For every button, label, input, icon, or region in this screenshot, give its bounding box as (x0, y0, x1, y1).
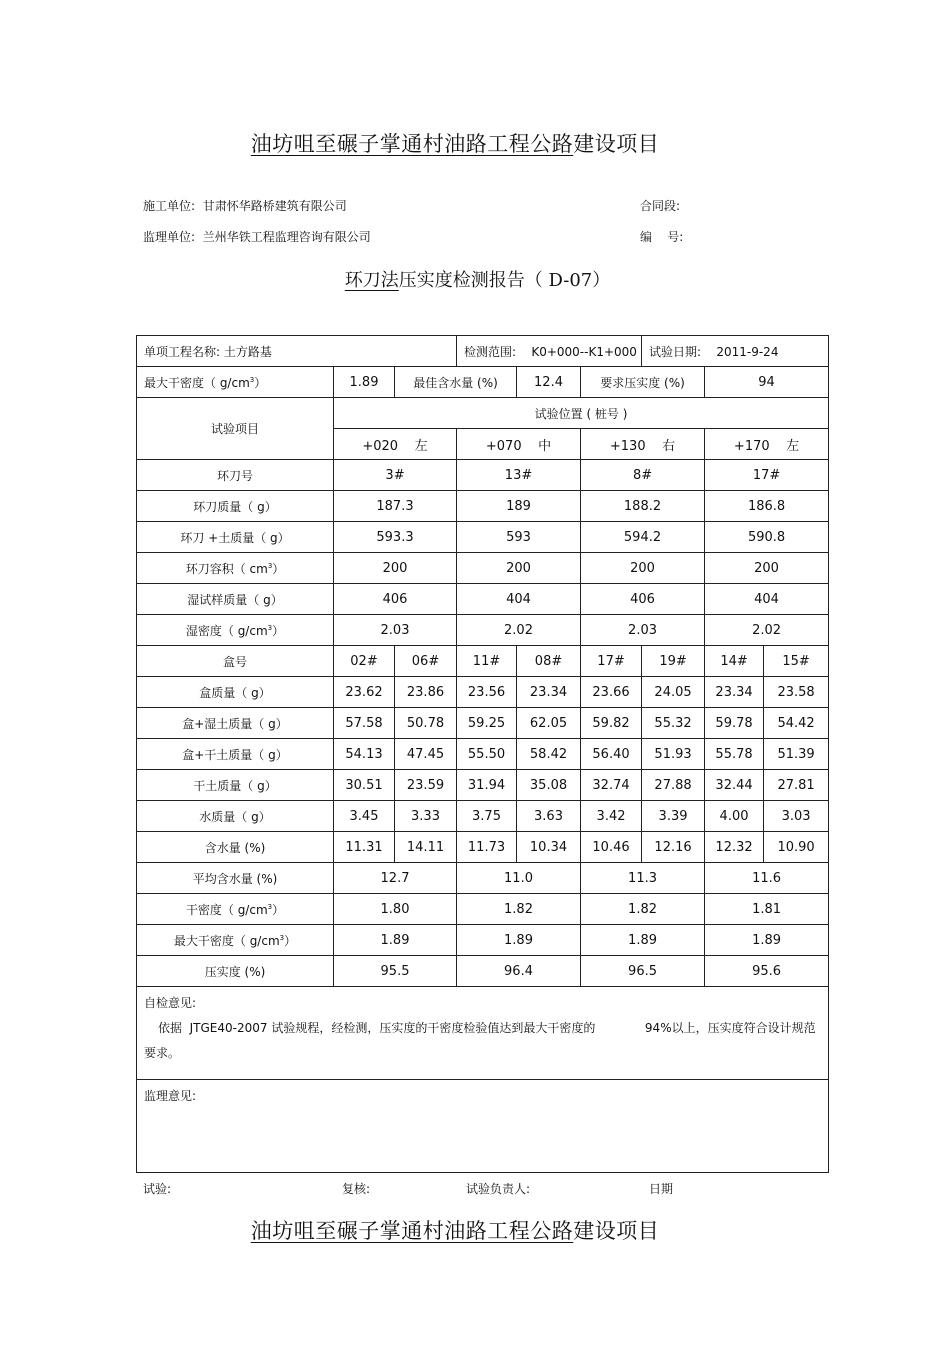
table-row (137, 677, 829, 708)
table-cell: 57.58 (334, 708, 395, 739)
test-date-label: 试验日期: (649, 344, 702, 359)
table-cell: 50.78 (395, 708, 457, 739)
table-row (137, 522, 829, 553)
test-range-label: 检测范围: (464, 344, 517, 359)
result-label-0-text: 平均含水量 (%) (192, 871, 278, 886)
table-row (137, 553, 829, 584)
ring-label-4 (137, 584, 334, 615)
contractor-label: 施工单位: (143, 199, 196, 213)
table-cell: 3.42 (581, 801, 642, 832)
table-cell: 11# (457, 646, 517, 677)
ring-label-2 (137, 522, 334, 553)
table-cell: 30.51 (334, 770, 395, 801)
result-label-1-superscript: 3 (267, 902, 273, 911)
table-row (137, 801, 829, 832)
box-label-0-text: 盒号 (222, 654, 247, 669)
table-cell: 1.80 (334, 894, 457, 925)
table-cell: 47.45 (395, 739, 457, 770)
table-cell: 62.05 (517, 708, 581, 739)
self-check-text: 依据 JTGE40-2007 试验规程，经检测，压实度的干密度检验值达到最大干密度的 94%以上，压实度符合设计规范要求。 (144, 1021, 816, 1060)
supervisor-row (143, 228, 371, 245)
table-cell: 11.6 (705, 863, 829, 894)
table-cell: 404 (457, 584, 581, 615)
position-header: 试验位置 ( 桩号 ) (334, 398, 829, 429)
table-cell: 23.34 (517, 677, 581, 708)
project-title (0, 128, 910, 158)
table-cell: 2.03 (334, 615, 457, 646)
table-row (137, 770, 829, 801)
table-cell: 27.88 (642, 770, 705, 801)
table-cell: 12.32 (705, 832, 764, 863)
project-title-repeat (0, 1215, 910, 1245)
project-title-repeat-rest: 建设项目 (573, 1219, 660, 1243)
table-cell: 24.05 (642, 677, 705, 708)
box-label-5-text: 水质量（ g） (199, 809, 271, 824)
position-2: +070 中 (457, 429, 581, 460)
footer-reviewer: 复核: (342, 1182, 371, 1196)
table-cell: 189 (457, 491, 581, 522)
compaction-table (136, 335, 829, 1173)
report-title-rest: 压实度检测报告（ D-07） (398, 270, 611, 291)
table-cell: 1.81 (705, 894, 829, 925)
box-label-6 (137, 832, 334, 863)
table-cell: 14# (705, 646, 764, 677)
ring-label-0-text: 环刀号 (216, 468, 253, 483)
table-cell: 3.33 (395, 801, 457, 832)
table-cell: 14.11 (395, 832, 457, 863)
table-cell: 11.31 (334, 832, 395, 863)
table-cell: 1.89 (705, 925, 829, 956)
project-title-repeat-underlined: 油坊咀至碾子掌通村油路工程公路 (250, 1219, 574, 1243)
req-compaction-value: 94 (705, 367, 829, 398)
ring-label-5-superscript: 3 (267, 623, 273, 632)
table-cell: 187.3 (334, 491, 457, 522)
table-cell: 3.03 (764, 801, 829, 832)
table-row (137, 863, 829, 894)
position-3: +130 右 (581, 429, 705, 460)
test-date (642, 336, 829, 367)
table-row (137, 708, 829, 739)
table-cell: 51.39 (764, 739, 829, 770)
result-label-3-text: 压实度 (%) (204, 964, 266, 979)
box-label-2 (137, 708, 334, 739)
table-cell: 3.75 (457, 801, 517, 832)
table-cell: 58.42 (517, 739, 581, 770)
result-label-0 (137, 863, 334, 894)
table-cell: 02# (334, 646, 395, 677)
table-cell: 59.25 (457, 708, 517, 739)
table-cell: 404 (705, 584, 829, 615)
box-label-1 (137, 677, 334, 708)
footer-tester: 试验: (143, 1182, 172, 1196)
table-cell: 54.13 (334, 739, 395, 770)
table-cell: 406 (581, 584, 705, 615)
table-cell: 590.8 (705, 522, 829, 553)
table-row (137, 615, 829, 646)
table-cell: 32.44 (705, 770, 764, 801)
table-cell: 23.56 (457, 677, 517, 708)
table-cell: 55.50 (457, 739, 517, 770)
ring-label-3: 环刀容积（ $cm^3$） (137, 553, 334, 584)
table-cell: 200 (334, 553, 457, 584)
table-cell: 3.39 (642, 801, 705, 832)
result-label-2-superscript: 3 (279, 933, 285, 942)
table-cell: 13# (457, 460, 581, 491)
test-range-value: K0+000--K1+000 (531, 344, 637, 359)
table-cell: 23.62 (334, 677, 395, 708)
ring-label-3-superscript: 3 (267, 561, 273, 570)
table-cell: 200 (705, 553, 829, 584)
table-cell: 2.03 (581, 615, 705, 646)
item-name: 单项工程名称: 土方路基 (137, 336, 457, 367)
project-title-rest: 建设项目 (573, 132, 660, 156)
opt-moisture-value: 12.4 (517, 367, 581, 398)
ring-label-5: 湿密度（ $g/cm^3$） (137, 615, 334, 646)
table-cell: 1.82 (581, 894, 705, 925)
table-cell: 23.86 (395, 677, 457, 708)
table-row (137, 584, 829, 615)
ring-label-4-text: 湿试样质量（ g） (187, 592, 283, 607)
table-cell: 1.89 (334, 925, 457, 956)
table-cell: 12.16 (642, 832, 705, 863)
table-cell: 96.5 (581, 956, 705, 987)
table-cell: 3# (334, 460, 457, 491)
test-range (457, 336, 642, 367)
table-cell: 95.6 (705, 956, 829, 987)
result-label-3 (137, 956, 334, 987)
table-cell: 23.58 (764, 677, 829, 708)
table-cell: 23.59 (395, 770, 457, 801)
table-cell: 59.78 (705, 708, 764, 739)
table-cell: 1.82 (457, 894, 581, 925)
self-check-opinion (137, 987, 829, 1080)
position-4: +170 左 (705, 429, 829, 460)
table-cell: 35.08 (517, 770, 581, 801)
table-cell: 32.74 (581, 770, 642, 801)
opt-moisture-label: 最佳含水量 (%) (395, 367, 517, 398)
box-label-3-text: 盒+干土质量（ g） (182, 747, 288, 762)
table-cell: 4.00 (705, 801, 764, 832)
ring-label-0 (137, 460, 334, 491)
table-cell: 51.93 (642, 739, 705, 770)
table-cell: 2.02 (457, 615, 581, 646)
table-cell: 12.7 (334, 863, 457, 894)
report-title (0, 266, 950, 292)
table-cell: 3.45 (334, 801, 395, 832)
table-cell: 10.90 (764, 832, 829, 863)
footer-lead: 试验负责人: (466, 1182, 531, 1196)
supervisor-name: 兰州华铁工程监理咨询有限公司 (202, 230, 371, 244)
req-compaction-label: 要求压实度 (%) (581, 367, 705, 398)
table-cell: 27.81 (764, 770, 829, 801)
table-cell: 59.82 (581, 708, 642, 739)
supervision-label: 监理意见: (144, 1089, 197, 1103)
table-cell: 594.2 (581, 522, 705, 553)
table-cell: 1.89 (581, 925, 705, 956)
ring-label-1 (137, 491, 334, 522)
table-cell: 08# (517, 646, 581, 677)
max-dry-density-value: 1.89 (334, 367, 395, 398)
table-cell: 11.73 (457, 832, 517, 863)
table-cell: 06# (395, 646, 457, 677)
table-cell: 56.40 (581, 739, 642, 770)
table-cell: 3.63 (517, 801, 581, 832)
result-label-2: 最大干密度（ $g/cm^3$） (137, 925, 334, 956)
table-row (137, 925, 829, 956)
self-check-label: 自检意见: (144, 996, 197, 1010)
test-date-value: 2011-9-24 (716, 344, 779, 359)
table-cell: 406 (334, 584, 457, 615)
supervision-opinion (137, 1080, 829, 1173)
box-label-2-text: 盒+湿土质量（ g） (182, 716, 288, 731)
table-cell: 11.0 (457, 863, 581, 894)
table-cell: 95.5 (334, 956, 457, 987)
table-cell: 200 (581, 553, 705, 584)
table-cell: 200 (457, 553, 581, 584)
box-label-5 (137, 801, 334, 832)
table-cell: 23.34 (705, 677, 764, 708)
box-label-0 (137, 646, 334, 677)
table-row (137, 956, 829, 987)
report-title-method: 环刀法 (344, 270, 399, 291)
table-cell: 54.42 (764, 708, 829, 739)
table-cell: 10.34 (517, 832, 581, 863)
table-cell: 186.8 (705, 491, 829, 522)
table-cell: 11.3 (581, 863, 705, 894)
result-label-1-text: 干密度（ g/cm (185, 902, 268, 917)
table-cell: 10.46 (581, 832, 642, 863)
table-cell: 19# (642, 646, 705, 677)
serial-label: 编 号: (640, 230, 684, 244)
table-row (137, 894, 829, 925)
table-cell: 55.32 (642, 708, 705, 739)
position-1: +020 左 (334, 429, 457, 460)
test-item-label: 试验项目 (137, 398, 334, 460)
supervision-row (137, 1080, 829, 1173)
table-cell: 188.2 (581, 491, 705, 522)
supervisor-label: 监理单位: (143, 230, 196, 244)
box-label-4-text: 干土质量（ g） (193, 778, 277, 793)
table-cell: 23.66 (581, 677, 642, 708)
table-cell: 2.02 (705, 615, 829, 646)
ring-label-3-text: 环刀容积（ cm (185, 561, 268, 576)
contractor-name: 甘肃怀华路桥建筑有限公司 (202, 199, 347, 213)
table-cell: 593.3 (334, 522, 457, 553)
table-cell: 17# (581, 646, 642, 677)
table-cell: 593 (457, 522, 581, 553)
box-label-6-text: 含水量 (%) (204, 840, 266, 855)
ring-label-2-text: 环刀 +土质量（ g） (180, 530, 290, 545)
contract-section-label: 合同段: (640, 199, 681, 213)
result-label-2-text: 最大干密度（ g/cm (173, 933, 280, 948)
ring-label-1-text: 环刀质量（ g） (193, 499, 277, 514)
result-label-1: 干密度（ $g/cm^3$） (137, 894, 334, 925)
table-row (137, 739, 829, 770)
table-cell: 31.94 (457, 770, 517, 801)
table-cell: 8# (581, 460, 705, 491)
table-row (137, 646, 829, 677)
ring-label-5-text: 湿密度（ g/cm (185, 623, 268, 638)
table-row (137, 832, 829, 863)
project-title-underlined: 油坊咀至碾子掌通村油路工程公路 (250, 132, 574, 156)
table-cell: 1.89 (457, 925, 581, 956)
contractor-row (143, 197, 347, 214)
table-row (137, 460, 829, 491)
box-label-1-text: 盒质量（ g） (199, 685, 271, 700)
max-dry-density-label-text: 最大干密度（ g/cm (144, 375, 250, 390)
box-label-3 (137, 739, 334, 770)
box-label-4 (137, 770, 334, 801)
self-check-row (137, 987, 829, 1080)
max-dry-density-label: 最大干密度（ $g/cm^3$） (137, 367, 334, 398)
table-cell: 96.4 (457, 956, 581, 987)
table-row (137, 491, 829, 522)
footer-date: 日期 (649, 1182, 674, 1196)
table-cell: 17# (705, 460, 829, 491)
table-cell: 55.78 (705, 739, 764, 770)
table-cell: 15# (764, 646, 829, 677)
